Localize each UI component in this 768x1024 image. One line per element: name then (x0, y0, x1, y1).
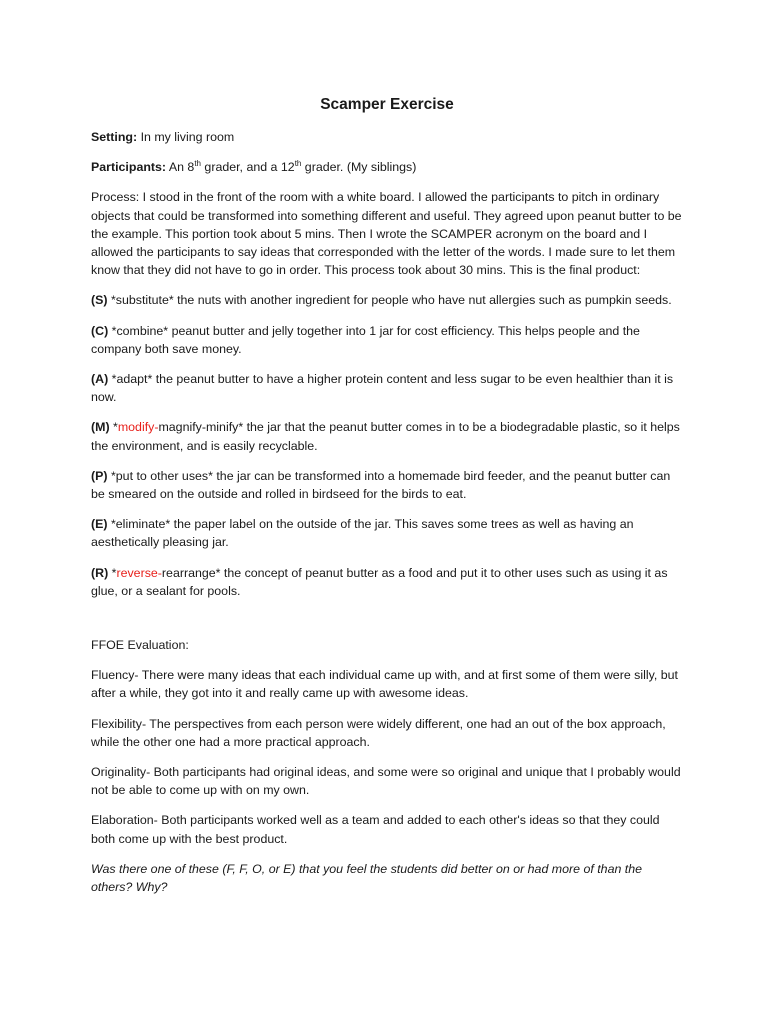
scamper-item-p (91, 467, 683, 503)
setting-text: In my living room (137, 130, 235, 144)
scamper-item-m (91, 418, 683, 454)
participants-text-3: grader. (My siblings) (301, 160, 417, 175)
document-title: Scamper Exercise (320, 96, 454, 113)
scamper-label-p: (P) (91, 468, 108, 483)
scamper-text-s: *substitute* the nuts with another ingredient for people who have nut allergies such as pumpkin seeds. (107, 293, 672, 308)
scamper-item-e (91, 515, 683, 551)
scamper-label-r: (R) (91, 565, 109, 580)
scamper-item-r (91, 564, 683, 600)
process-paragraph (91, 188, 683, 279)
scamper-pre-m: * (109, 420, 118, 435)
blank-line (91, 612, 683, 636)
scamper-text-m: magnify-minify* the jar that the peanut butter comes in to be a biodegradable plastic, so it helps the environment, and is easily recyclable. (91, 420, 680, 453)
scamper-label-s: (S) (91, 293, 108, 308)
question-paragraph: Was there one of these (F, F, O, or E) that you feel the students did better on or had more of than the others? Why? (91, 861, 643, 895)
scamper-label-c: (C) (91, 323, 109, 338)
scamper-text-r: rearrange* the concept of peanut butter as a food and put it to other uses such as using it as glue, or a sealant for pools. (91, 565, 668, 598)
scamper-item-c (91, 322, 683, 358)
process-label: Process: (91, 190, 140, 205)
scamper-text-e: *eliminate* the paper label on the outside of the jar. This saves some trees as well as having an aesthetically pleasing jar. (91, 517, 634, 550)
scamper-text-a: *adapt* the peanut butter to have a higher protein content and less sugar to be even healthier than it is now. (91, 372, 674, 405)
participants-sup-1: th (194, 159, 201, 169)
scamper-highlight-r: reverse- (116, 565, 162, 580)
participants-sup-2: th (294, 159, 302, 169)
ffoe-elaboration: Elaboration- Both participants worked well as a team and added to each other's ideas so that they could both come up with the best product. (91, 813, 660, 846)
participants-text-1: An 8 (166, 160, 195, 175)
setting-label: Setting: (91, 130, 138, 144)
scamper-pre-r: * (108, 565, 117, 580)
process-text: I stood in the front of the room with a white board. I allowed the participants to pitch in ordinary objects that could be transformed into something different and useful. They agreed upon peanut butter to be the example. This portion took about 5 mins. Then I wrote the SCAMPER acronym on the board and I allowed the participants to say ideas that corresponded with the letter of the words. I made sure to let them know that they did not have to go in order. This process took about 30 mins. This is the final product: (91, 190, 682, 278)
participants-label: Participants: (91, 160, 167, 175)
scamper-text-p: *put to other uses* the jar can be transformed into a homemade bird feeder, and the peanut butter can be smeared on the outside and rolled in birdseed for the birds to eat. (91, 468, 671, 502)
ffoe-heading: FFOE Evaluation: (91, 638, 189, 653)
document-page (91, 94, 683, 908)
ffoe-fluency: Fluency- There were many ideas that each individual came up with, and at first some of them were silly, but after a while, they got into it and really came up with awesome ideas. (91, 668, 678, 701)
ffoe-flexibility: Flexibility- The perspectives from each person were widely different, one had an out of the box approach, while the other one had a more practical approach. (91, 716, 666, 749)
setting-paragraph (91, 128, 683, 146)
scamper-text-c: *combine* peanut butter and jelly together into 1 jar for cost efficiency. This helps people and the company both save money. (91, 323, 640, 356)
scamper-label-e: (E) (91, 517, 108, 532)
scamper-item-s (91, 291, 683, 309)
participants-paragraph (91, 158, 683, 176)
scamper-label-m: (M) (91, 420, 110, 435)
scamper-highlight-m: modify- (117, 420, 159, 435)
scamper-label-a: (A) (91, 372, 109, 387)
participants-text-2: grader, and a 12 (200, 160, 295, 175)
scamper-item-a (91, 370, 683, 406)
ffoe-originality: Originality- Both participants had original ideas, and some were so original and unique that I probably would not be able to come up with on my own. (91, 765, 681, 798)
